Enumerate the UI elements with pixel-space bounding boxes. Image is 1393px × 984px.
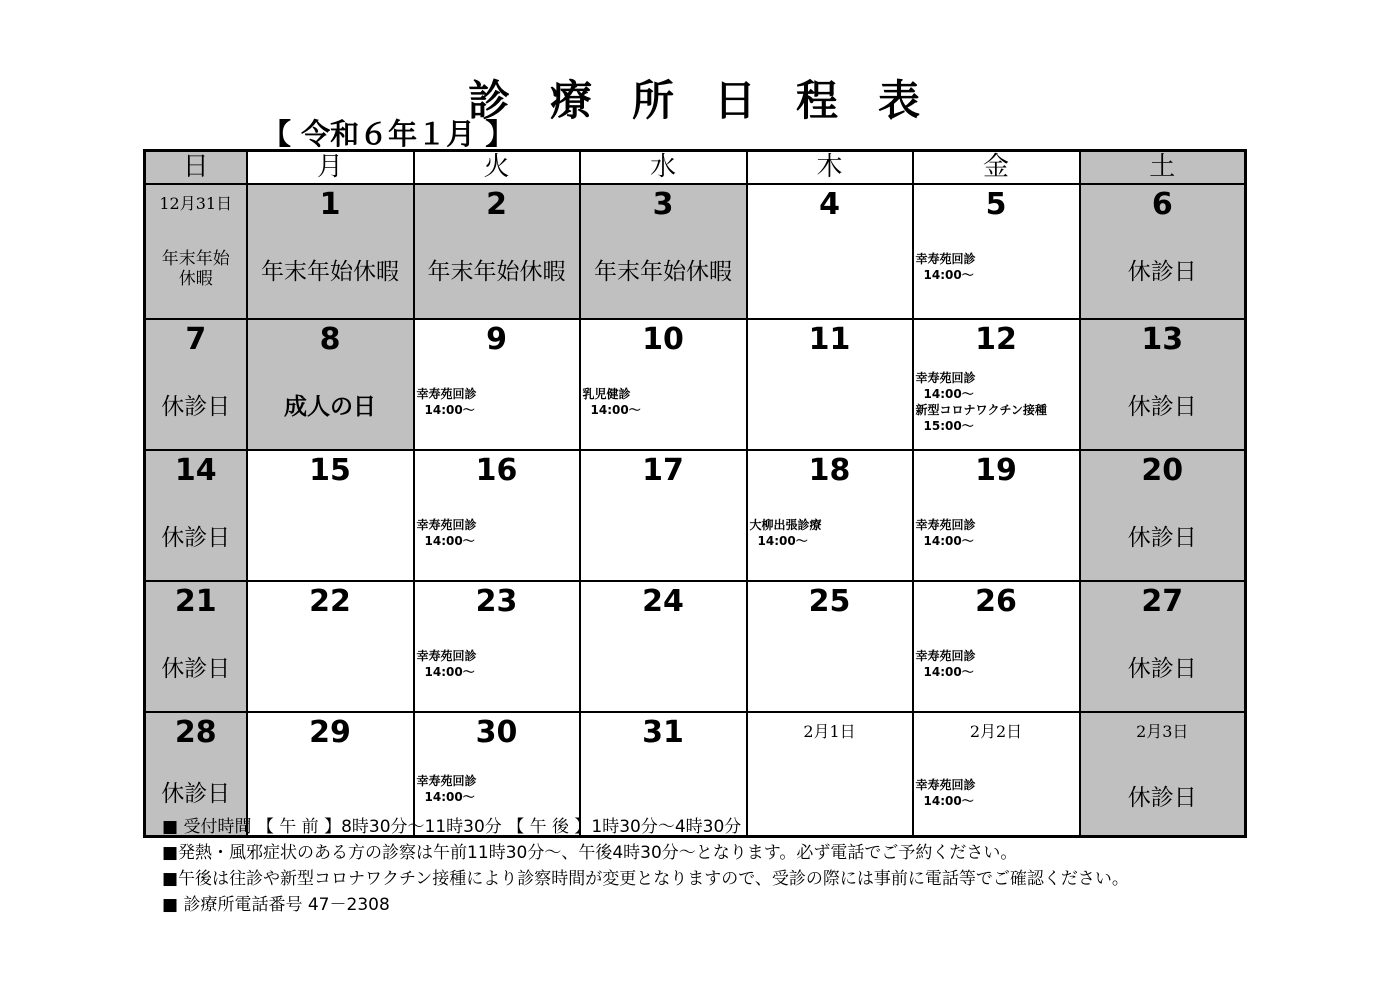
calendar-day-cell bbox=[247, 450, 414, 581]
calendar-day-cell bbox=[747, 581, 913, 712]
day-status-label: 休診日 bbox=[1127, 525, 1197, 551]
event-time: 14:00～ bbox=[923, 534, 974, 548]
calendar-day-cell bbox=[1080, 581, 1246, 712]
day-events bbox=[916, 251, 1079, 283]
event-name: 幸寿苑回診 bbox=[416, 649, 477, 663]
event-time: 14:00～ bbox=[424, 534, 475, 548]
day-status-label: 休診日 bbox=[1127, 785, 1197, 811]
day-number: 8 bbox=[319, 322, 341, 357]
calendar-day-cell bbox=[913, 581, 1080, 712]
event-time: 14:00～ bbox=[923, 794, 974, 808]
event-time: 14:00～ bbox=[923, 387, 974, 401]
event-name: 幸寿苑回診 bbox=[416, 518, 477, 532]
month-subtitle: 【 令和６年１月 】 bbox=[262, 117, 515, 151]
weekday-header: 月 bbox=[247, 151, 414, 185]
day-number: 21 bbox=[174, 584, 217, 619]
day-events bbox=[417, 648, 579, 680]
day-events bbox=[916, 370, 1079, 434]
event-name: 幸寿苑回診 bbox=[915, 252, 976, 266]
day-number: 6 bbox=[1151, 187, 1173, 222]
day-number: 1 bbox=[319, 187, 341, 222]
event-name: 幸寿苑回診 bbox=[915, 518, 976, 532]
day-status-label: 休診日 bbox=[161, 781, 231, 807]
calendar-day-cell bbox=[247, 184, 414, 319]
day-number: 16 bbox=[475, 453, 518, 488]
event-name: 乳児健診 bbox=[582, 387, 631, 401]
day-number: 3 bbox=[652, 187, 674, 222]
calendar-week-row bbox=[145, 319, 1246, 450]
day-status-label: 年末年始休暇 bbox=[261, 259, 399, 285]
weekday-header: 日 bbox=[145, 151, 247, 185]
calendar-day-cell bbox=[145, 581, 247, 712]
day-status-label: 休診日 bbox=[1127, 259, 1197, 285]
weekday-header-row bbox=[145, 151, 1246, 185]
day-status-label: 休診日 bbox=[1127, 394, 1197, 420]
calendar-table bbox=[143, 149, 1247, 838]
day-number: 25 bbox=[808, 584, 851, 619]
day-number: 2 bbox=[486, 187, 507, 222]
calendar-day-cell bbox=[1080, 319, 1246, 450]
event-time: 14:00～ bbox=[424, 790, 475, 804]
calendar-week-row bbox=[145, 184, 1246, 319]
calendar-day-cell bbox=[145, 319, 247, 450]
note-afternoon-changes: ■午後は往診や新型コロナワクチン接種により診察時間が変更となりますので、受診の際には事前に電話等でご確認ください。 bbox=[162, 869, 1129, 889]
event-name: 幸寿苑回診 bbox=[915, 778, 976, 792]
event-name: 幸寿苑回診 bbox=[915, 371, 976, 385]
day-number: 24 bbox=[642, 584, 684, 619]
day-status-label: 休診日 bbox=[161, 394, 231, 420]
day-number: 4 bbox=[819, 187, 840, 222]
day-number: 26 bbox=[975, 584, 1017, 619]
day-number: 2月1日 bbox=[803, 722, 856, 741]
day-number: 30 bbox=[475, 715, 518, 750]
weekday-header: 金 bbox=[913, 151, 1080, 185]
event-time: 14:00～ bbox=[923, 665, 974, 679]
calendar-day-cell bbox=[414, 581, 580, 712]
calendar-day-cell bbox=[247, 581, 414, 712]
event-time: 14:00～ bbox=[923, 268, 974, 282]
weekday-header: 水 bbox=[580, 151, 747, 185]
note-reception-hours: ■ 受付時間 【 午 前 】8時30分～11時30分 【 午 後 】1時30分～4時30分 bbox=[162, 817, 742, 837]
calendar-day-cell bbox=[247, 319, 414, 450]
day-number: 13 bbox=[1141, 322, 1184, 357]
day-status-label: 年末年始休暇 bbox=[161, 249, 230, 289]
day-number: 23 bbox=[475, 584, 518, 619]
day-events bbox=[583, 386, 746, 418]
day-number: 7 bbox=[185, 322, 207, 357]
day-number: 2月3日 bbox=[1136, 722, 1189, 741]
weekday-header: 土 bbox=[1080, 151, 1246, 185]
day-events bbox=[916, 648, 1079, 680]
day-status-label: 休診日 bbox=[161, 656, 231, 682]
calendar-day-cell bbox=[414, 450, 580, 581]
day-number: 18 bbox=[808, 453, 851, 488]
event-name: 大柳出張診療 bbox=[749, 518, 822, 532]
event-name: 幸寿苑回診 bbox=[416, 387, 477, 401]
day-number: 27 bbox=[1141, 584, 1184, 619]
day-status-label: 年末年始休暇 bbox=[594, 259, 732, 285]
event-name: 新型コロナワクチン接種 bbox=[915, 403, 1047, 417]
calendar-day-cell bbox=[913, 450, 1080, 581]
day-number: 17 bbox=[642, 453, 684, 488]
calendar-day-cell bbox=[414, 319, 580, 450]
calendar-body bbox=[145, 184, 1246, 837]
notes-section bbox=[162, 814, 1129, 918]
day-number: 11 bbox=[808, 322, 851, 357]
calendar-day-cell bbox=[145, 450, 247, 581]
day-number: 2月2日 bbox=[969, 722, 1023, 741]
event-name: 幸寿苑回診 bbox=[915, 649, 976, 663]
day-events bbox=[916, 777, 1079, 809]
day-status-label: 年末年始休暇 bbox=[427, 259, 566, 285]
page-title: 診療所日程表 bbox=[468, 76, 961, 125]
note-phone-number: ■ 診療所電話番号 47－2308 bbox=[162, 895, 390, 915]
note-fever-patients: ■発熱・風邪症状のある方の診察は午前11時30分～、午後4時30分～となります。必ず電話でご予約ください。 bbox=[162, 843, 1018, 863]
calendar-day-cell bbox=[580, 450, 747, 581]
day-number: 28 bbox=[174, 715, 217, 750]
day-status-label: 成人の日 bbox=[284, 394, 376, 420]
day-events bbox=[750, 517, 912, 549]
calendar-week-row bbox=[145, 450, 1246, 581]
calendar-day-cell bbox=[913, 184, 1080, 319]
day-number: 15 bbox=[309, 453, 351, 488]
day-number: 14 bbox=[174, 453, 217, 488]
day-status-label: 休診日 bbox=[1127, 656, 1197, 682]
day-number: 12月31日 bbox=[159, 194, 233, 213]
calendar-day-cell bbox=[1080, 450, 1246, 581]
weekday-header: 火 bbox=[414, 151, 580, 185]
calendar-day-cell bbox=[580, 581, 747, 712]
event-time: 14:00～ bbox=[424, 665, 475, 679]
calendar-day-cell bbox=[1080, 184, 1246, 319]
calendar-day-cell bbox=[145, 184, 247, 319]
calendar-day-cell bbox=[747, 184, 913, 319]
day-number: 10 bbox=[642, 322, 684, 357]
event-time: 14:00～ bbox=[424, 403, 475, 417]
calendar-week-row bbox=[145, 581, 1246, 712]
calendar-day-cell bbox=[913, 319, 1080, 450]
event-time: 15:00～ bbox=[923, 419, 974, 433]
day-number: 12 bbox=[975, 322, 1017, 357]
day-status-label: 休診日 bbox=[161, 525, 231, 551]
event-time: 14:00～ bbox=[757, 534, 808, 548]
calendar-day-cell bbox=[580, 184, 747, 319]
day-number: 29 bbox=[309, 715, 351, 750]
day-number: 31 bbox=[642, 715, 684, 750]
calendar-day-cell bbox=[414, 184, 580, 319]
day-number: 9 bbox=[486, 322, 507, 357]
day-number: 22 bbox=[309, 584, 351, 619]
day-number: 20 bbox=[1141, 453, 1184, 488]
day-number: 19 bbox=[975, 453, 1017, 488]
event-time: 14:00～ bbox=[590, 403, 641, 417]
weekday-header: 木 bbox=[747, 151, 913, 185]
day-number: 5 bbox=[985, 187, 1007, 222]
day-events bbox=[916, 517, 1079, 549]
day-events bbox=[417, 517, 579, 549]
day-events bbox=[417, 773, 579, 805]
calendar-day-cell bbox=[580, 319, 747, 450]
calendar-day-cell bbox=[747, 319, 913, 450]
calendar-day-cell bbox=[747, 450, 913, 581]
event-name: 幸寿苑回診 bbox=[416, 774, 477, 788]
day-events bbox=[417, 386, 579, 418]
